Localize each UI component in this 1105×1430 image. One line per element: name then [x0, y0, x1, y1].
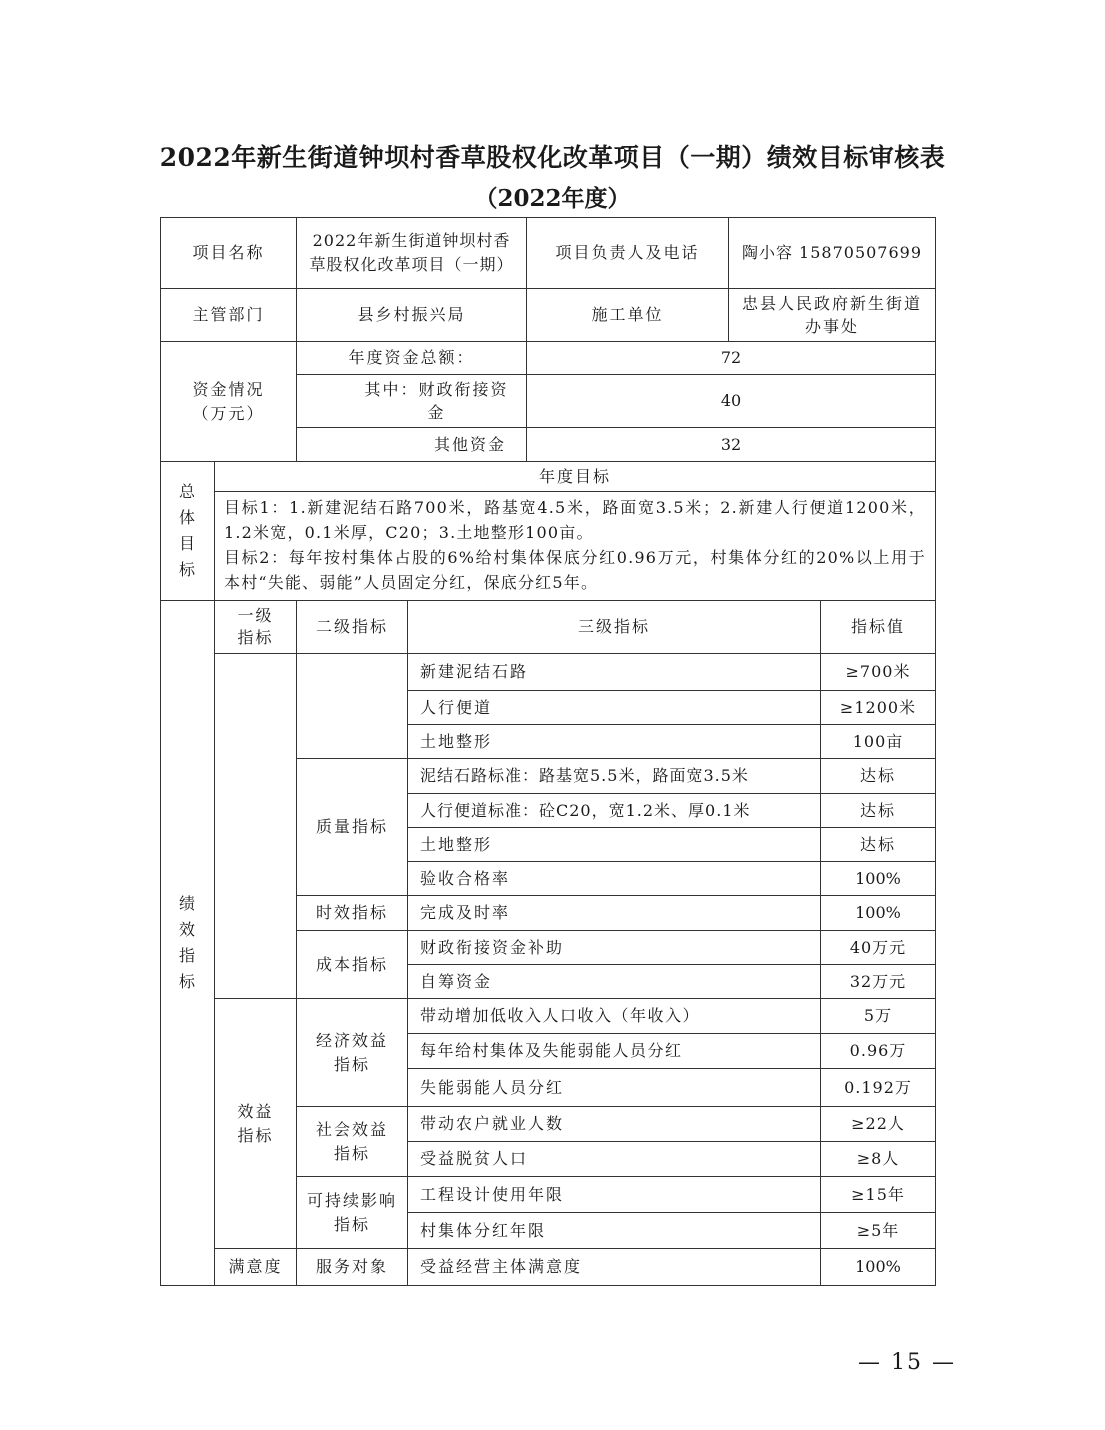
- table-row-value: 达标: [859, 834, 896, 854]
- table-row-value: ≥8人: [856, 1149, 900, 1168]
- table-row-value: 100%: [855, 868, 901, 888]
- table-row-value: ≥5年: [856, 1220, 900, 1240]
- level2-sustainable: 可持续影响指标: [306, 1190, 397, 1234]
- document-title: 2022年新生街道钟坝村香草股权化改革项目（一期）绩效目标审核表: [159, 143, 946, 172]
- goal-2: 目标2：每年按村集体占股的6%给村集体保底分红0.96万元，村集体分红的20%以上用于本村“失能、弱能”人员固定分红，保底分红5年。: [224, 548, 926, 592]
- leader-value: 陶小容 15870507699: [741, 243, 923, 262]
- document-subtitle: （2022年度）: [474, 185, 631, 212]
- table-row-name: 失能弱能人员分红: [420, 1077, 565, 1097]
- table-row-value: 100亩: [852, 731, 904, 751]
- table-row-name: 人行便道标准：砼C20，宽1.2米、厚0.1米: [420, 800, 751, 820]
- table-row-name: 工程设计使用年限: [420, 1184, 565, 1204]
- table-row-value: 100%: [855, 903, 901, 922]
- builder-label: 施工单位: [591, 305, 664, 324]
- table-row-name: 受益脱贫人口: [420, 1149, 529, 1168]
- table-row-value: ≥1200米: [839, 697, 917, 717]
- level2-economic: 经济效益指标: [315, 1030, 388, 1074]
- dept-value: 县乡村振兴局: [357, 305, 466, 324]
- header-value: 指标值: [850, 617, 905, 636]
- table-row-name: 泥结石路标准：路基宽5.5米，路面宽3.5米: [420, 766, 749, 785]
- table-row-name: 自筹资金: [420, 971, 493, 991]
- funds-other-label: 其他资金: [433, 434, 506, 454]
- level1-benefit: 效益指标: [237, 1101, 274, 1145]
- funds-other-value: 32: [720, 434, 742, 454]
- funds-total-value: 72: [720, 348, 742, 367]
- funds-fiscal-label: 其中：财政衔接资金: [364, 380, 509, 422]
- project-name-label: 项目名称: [192, 243, 265, 262]
- project-name-value: 2022年新生街道钟坝村香草股权化改革项目（一期）: [309, 231, 514, 274]
- table-row-value: 0.192万: [844, 1077, 912, 1097]
- table-row-name: 人行便道: [420, 697, 493, 717]
- annual-goal-label: 年度目标: [538, 466, 611, 486]
- funds-label: 资金情况（万元）: [192, 379, 265, 423]
- table-row-name: 财政衔接资金补助: [420, 937, 565, 957]
- table-row-value: ≥22人: [851, 1114, 905, 1133]
- table-row-value: 40万元: [849, 937, 907, 957]
- table-row-name: 土地整形: [420, 834, 493, 854]
- level2-social: 社会效益指标: [315, 1119, 388, 1163]
- table-row-name: 受益经营主体满意度: [420, 1257, 583, 1276]
- overall-goal-label: 总体目标: [178, 482, 195, 579]
- header-level3: 三级指标: [577, 617, 650, 636]
- table-row-name: 完成及时率: [420, 903, 511, 922]
- table-row-name: 村集体分红年限: [420, 1220, 547, 1240]
- table-row-value: 32万元: [849, 971, 907, 991]
- funds-total-label: 年度资金总额：: [348, 348, 475, 367]
- table-row-value: ≥700米: [845, 662, 911, 681]
- table-row-name: 带动农户就业人数: [420, 1114, 565, 1133]
- table-row-name: 每年给村集体及失能弱能人员分红: [420, 1041, 683, 1060]
- table-row-name: 新建泥结石路: [420, 662, 529, 681]
- header-level1: 一级指标: [237, 606, 274, 647]
- funds-fiscal-value: 40: [720, 391, 742, 410]
- leader-label: 项目负责人及电话: [555, 243, 700, 262]
- table-row-value: 5万: [863, 1006, 893, 1025]
- dept-label: 主管部门: [192, 305, 265, 324]
- table-row-name: 土地整形: [420, 731, 493, 751]
- level2-service: 服务对象: [315, 1257, 388, 1276]
- table-row-value: 达标: [859, 766, 896, 785]
- table-row-name: 验收合格率: [420, 868, 511, 888]
- level2-cost: 成本指标: [315, 954, 388, 974]
- level1-satisfaction: 满意度: [228, 1257, 283, 1276]
- goal-1: 目标1：1.新建泥结石路700米，路基宽4.5米，路面宽3.5米；2.新建人行便道1200米，1.2米宽，0.1米厚，C20；3.土地整形100亩。: [224, 498, 926, 542]
- annual-goal-text: [216, 495, 934, 595]
- table-row-value: 100%: [855, 1257, 901, 1276]
- table-row-value: 0.96万: [849, 1041, 907, 1060]
- page-number: — 15 —: [858, 1350, 956, 1375]
- table-row-value: 达标: [859, 800, 896, 820]
- header-level2: 二级指标: [315, 617, 388, 636]
- table-row-name: 带动增加低收入人口收入（年收入）: [420, 1006, 701, 1025]
- level2-timeliness: 时效指标: [315, 903, 388, 922]
- level2-quality: 质量指标: [315, 817, 388, 836]
- builder-value: 忠县人民政府新生街道办事处: [741, 294, 922, 336]
- table-row-value: ≥15年: [851, 1184, 905, 1204]
- perf-label: 绩效指标: [178, 894, 195, 991]
